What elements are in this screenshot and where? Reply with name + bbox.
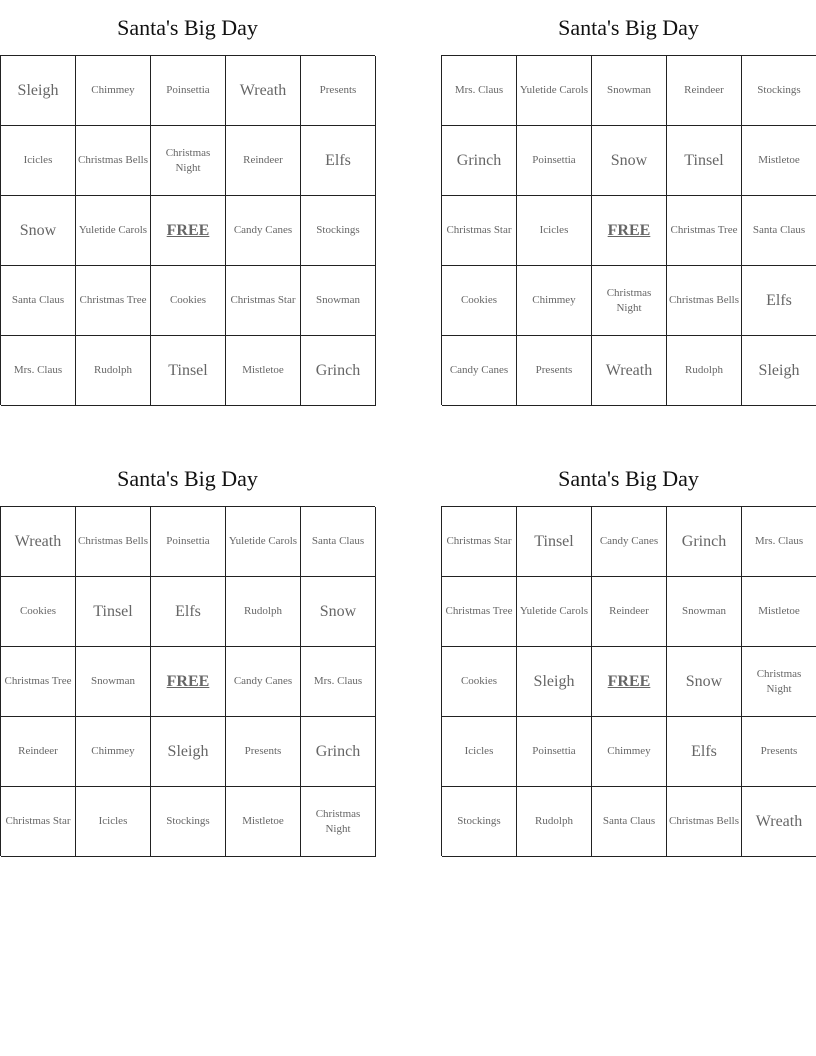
bingo-cell: Tinsel bbox=[667, 126, 742, 196]
bingo-cell: Stockings bbox=[442, 787, 517, 857]
bingo-cell: Sleigh bbox=[1, 56, 76, 126]
bingo-cell: Santa Claus bbox=[1, 266, 76, 336]
bingo-cell: Christmas Star bbox=[1, 787, 76, 857]
bingo-cell: Reindeer bbox=[1, 717, 76, 787]
bingo-cell: Cookies bbox=[442, 266, 517, 336]
bingo-cell: Snow bbox=[1, 196, 76, 266]
bingo-cell: Christmas Bells bbox=[667, 787, 742, 857]
bingo-card-2 bbox=[441, 0, 816, 405]
bingo-cell: Chimmey bbox=[592, 717, 667, 787]
bingo-cell: Poinsettia bbox=[151, 56, 226, 126]
bingo-cell: Christmas Night bbox=[301, 787, 376, 857]
bingo-cell: Wreath bbox=[592, 336, 667, 406]
bingo-cell: Sleigh bbox=[742, 336, 816, 406]
bingo-cell: Snow bbox=[592, 126, 667, 196]
bingo-cell: Christmas Bells bbox=[76, 126, 151, 196]
bingo-cell: Cookies bbox=[442, 647, 517, 717]
bingo-cell: Santa Claus bbox=[592, 787, 667, 857]
bingo-cell: Christmas Bells bbox=[667, 266, 742, 336]
bingo-cell: Christmas Bells bbox=[76, 507, 151, 577]
bingo-cell: Reindeer bbox=[592, 577, 667, 647]
bingo-cell: Mistletoe bbox=[742, 577, 816, 647]
bingo-cell: Rudolph bbox=[667, 336, 742, 406]
bingo-cell: Yuletide Carols bbox=[76, 196, 151, 266]
bingo-cell: Sleigh bbox=[517, 647, 592, 717]
bingo-cell: Snowman bbox=[667, 577, 742, 647]
free-space: FREE bbox=[592, 647, 667, 717]
bingo-cell: Elfs bbox=[301, 126, 376, 196]
bingo-cell: Presents bbox=[226, 717, 301, 787]
bingo-cell: Rudolph bbox=[76, 336, 151, 406]
bingo-cell: Christmas Tree bbox=[76, 266, 151, 336]
bingo-cell: Christmas Star bbox=[226, 266, 301, 336]
bingo-cell: Candy Canes bbox=[442, 336, 517, 406]
bingo-cell: Icicles bbox=[517, 196, 592, 266]
card-title: Santa's Big Day bbox=[117, 466, 258, 491]
bingo-cell: Tinsel bbox=[151, 336, 226, 406]
bingo-cell: Mrs. Claus bbox=[1, 336, 76, 406]
bingo-cell: Mistletoe bbox=[226, 787, 301, 857]
bingo-grid bbox=[0, 506, 375, 856]
bingo-cell: Wreath bbox=[226, 56, 301, 126]
bingo-cell: Grinch bbox=[667, 507, 742, 577]
bingo-cell: Christmas Tree bbox=[442, 577, 517, 647]
bingo-cell: Poinsettia bbox=[517, 126, 592, 196]
bingo-cell: Stockings bbox=[301, 196, 376, 266]
bingo-cell: Yuletide Carols bbox=[226, 507, 301, 577]
bingo-cell: Mistletoe bbox=[226, 336, 301, 406]
bingo-cell: Yuletide Carols bbox=[517, 56, 592, 126]
bingo-grid bbox=[441, 55, 816, 405]
bingo-cell: Rudolph bbox=[226, 577, 301, 647]
bingo-cell: Presents bbox=[742, 717, 816, 787]
free-space: FREE bbox=[151, 196, 226, 266]
bingo-cell: Elfs bbox=[667, 717, 742, 787]
bingo-cell: Chimmey bbox=[76, 56, 151, 126]
bingo-cell: Snow bbox=[667, 647, 742, 717]
card-title: Santa's Big Day bbox=[558, 15, 699, 40]
bingo-card-3 bbox=[0, 451, 375, 856]
bingo-grid bbox=[441, 506, 816, 856]
bingo-cell: Poinsettia bbox=[517, 717, 592, 787]
bingo-cell: Christmas Star bbox=[442, 196, 517, 266]
bingo-cell: Tinsel bbox=[517, 507, 592, 577]
bingo-cell: Grinch bbox=[301, 336, 376, 406]
bingo-cell: Icicles bbox=[1, 126, 76, 196]
bingo-cell: Cookies bbox=[1, 577, 76, 647]
bingo-cell: Elfs bbox=[151, 577, 226, 647]
bingo-cell: Candy Canes bbox=[226, 647, 301, 717]
bingo-cell: Stockings bbox=[151, 787, 226, 857]
bingo-card-1 bbox=[0, 0, 375, 405]
bingo-cell: Christmas Night bbox=[742, 647, 816, 717]
bingo-cell: Cookies bbox=[151, 266, 226, 336]
bingo-cell: Presents bbox=[301, 56, 376, 126]
bingo-cell: Wreath bbox=[1, 507, 76, 577]
bingo-cell: Christmas Night bbox=[151, 126, 226, 196]
free-space: FREE bbox=[151, 647, 226, 717]
bingo-cell: Yuletide Carols bbox=[517, 577, 592, 647]
bingo-cell: Snowman bbox=[592, 56, 667, 126]
bingo-card-4 bbox=[441, 451, 816, 856]
bingo-cell: Mistletoe bbox=[742, 126, 816, 196]
bingo-cell: Tinsel bbox=[76, 577, 151, 647]
card-title: Santa's Big Day bbox=[558, 466, 699, 491]
bingo-cell: Candy Canes bbox=[226, 196, 301, 266]
bingo-cell: Snow bbox=[301, 577, 376, 647]
bingo-cell: Reindeer bbox=[667, 56, 742, 126]
bingo-cell: Snowman bbox=[301, 266, 376, 336]
bingo-cell: Icicles bbox=[76, 787, 151, 857]
bingo-cell: Mrs. Claus bbox=[442, 56, 517, 126]
bingo-grid bbox=[0, 55, 375, 405]
bingo-cell: Mrs. Claus bbox=[742, 507, 816, 577]
bingo-cell: Santa Claus bbox=[742, 196, 816, 266]
bingo-cell: Presents bbox=[517, 336, 592, 406]
bingo-cell: Icicles bbox=[442, 717, 517, 787]
bingo-cell: Poinsettia bbox=[151, 507, 226, 577]
bingo-cell: Reindeer bbox=[226, 126, 301, 196]
bingo-cell: Chimmey bbox=[76, 717, 151, 787]
bingo-cell: Santa Claus bbox=[301, 507, 376, 577]
bingo-cell: Grinch bbox=[301, 717, 376, 787]
bingo-cell: Sleigh bbox=[151, 717, 226, 787]
bingo-cell: Elfs bbox=[742, 266, 816, 336]
bingo-cell: Christmas Night bbox=[592, 266, 667, 336]
free-space: FREE bbox=[592, 196, 667, 266]
bingo-cell: Snowman bbox=[76, 647, 151, 717]
bingo-cell: Stockings bbox=[742, 56, 816, 126]
bingo-cell: Chimmey bbox=[517, 266, 592, 336]
card-title: Santa's Big Day bbox=[117, 15, 258, 40]
bingo-cell: Wreath bbox=[742, 787, 816, 857]
bingo-cell: Candy Canes bbox=[592, 507, 667, 577]
bingo-cell: Christmas Tree bbox=[1, 647, 76, 717]
bingo-cell: Christmas Star bbox=[442, 507, 517, 577]
bingo-cell: Rudolph bbox=[517, 787, 592, 857]
bingo-cell: Mrs. Claus bbox=[301, 647, 376, 717]
bingo-cell: Grinch bbox=[442, 126, 517, 196]
bingo-cell: Christmas Tree bbox=[667, 196, 742, 266]
